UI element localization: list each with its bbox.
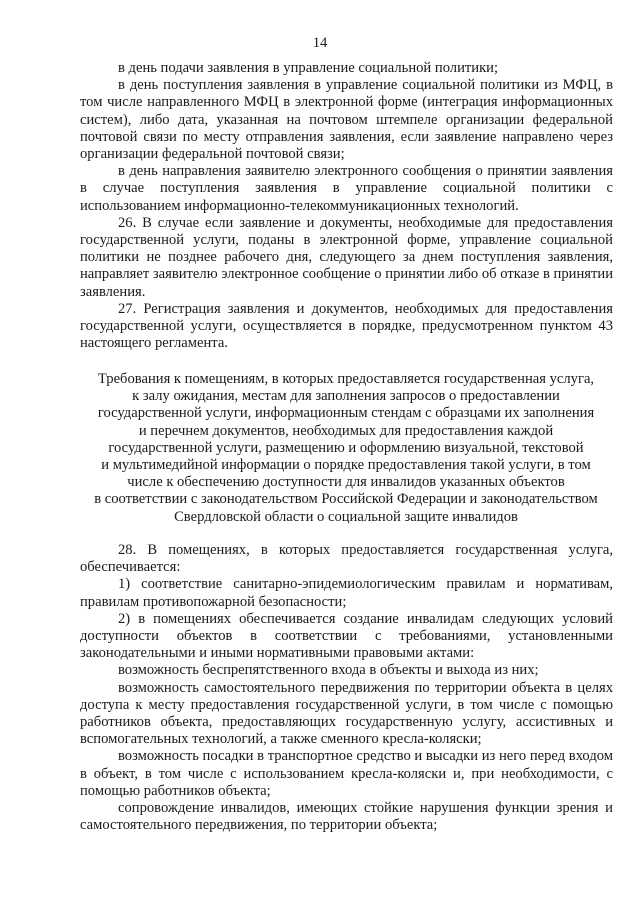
heading-line: Требования к помещениям, в которых предоставляется государственная услуга, [97, 371, 595, 387]
heading-line: и перечнем документов, необходимых для предоставления каждой [138, 422, 554, 439]
paragraph-escort: сопровождение инвалидов, имеющих стойкие нарушения функции зрения и самостоятельного передвижения, по территории объекта; [80, 800, 613, 834]
heading-line: и мультимедийной информации о порядке предоставления такой услуги, в том [101, 457, 591, 474]
paragraph-movement: возможность самостоятельного передвижения по территории объекта в целях доступа к месту предоставления государственной услуги, в том числе с помощью работников объекта, предоставляющих государственную услугу, ассистивных и вспомогательных технологий, а также сменного кресла-коляски; [80, 679, 613, 748]
paragraph-electronic-notice-day: в день направления заявителю электронного сообщения о принятии заявления в случае поступления заявления в управление социальной политики с использованием информационно-телекоммуникационных технологий. [80, 163, 613, 214]
top-text-block [80, 60, 613, 352]
paragraph-item-26: 26. В случае если заявление и документы, необходимые для предоставления государственной услуги, поданы в электронной форме, управление социальной политики не позднее рабочего дня, следующего за днем поступления заявления, направляет заявителю электронное сообщение о принятии либо об отказе в принятии заявления. [80, 214, 613, 300]
heading-line: Свердловской области о социальной защите инвалидов [174, 508, 518, 525]
paragraph-mfc-receipt-day: в день поступления заявления в управление социальной политики из МФЦ, в том числе направленного МФЦ в электронной форме (интеграция информационных систем), либо дата, указанная на почтовом штемпеле организации федеральной почтовой связи по месту отправления заявления, если заявление направлено через организации федеральной почтовой связи; [80, 77, 613, 163]
heading-line: к залу ожидания, местам для заполнения запросов о предоставлении [132, 388, 560, 405]
paragraph-subitem-2: 2) в помещениях обеспечивается создание инвалидам следующих условий доступности объектов в соответствии с требованиями, установленными законодательными и иными нормативными правовыми актами: [80, 610, 613, 662]
page-number: 14 [312, 35, 328, 51]
paragraph-submission-day: в день подачи заявления в управление социальной политики; [118, 60, 499, 76]
bottom-text-block [80, 542, 613, 834]
heading-line: числе к обеспечению доступности для инвалидов указанных объектов [127, 474, 565, 491]
paragraph-transport: возможность посадки в транспортное средство и высадки из него перед входом в объект, в том числе с использованием кресла-коляски и, при необходимости, с помощью работников объекта; [80, 748, 613, 799]
heading-line: государственной услуги, размещению и оформлению визуальной, текстовой [108, 439, 584, 456]
heading-line: в соответствии с законодательством Российской Федерации и законодательством [94, 491, 598, 508]
section-heading [76, 371, 616, 526]
paragraph-item-28: 28. В помещениях, в которых предоставляется государственная услуга, обеспечивается: [80, 542, 613, 576]
paragraph-entry-exit: возможность беспрепятственного входа в объекты и выхода из них; [118, 662, 539, 679]
paragraph-subitem-1: 1) соответствие санитарно-эпидемиологическим правилам и нормативам, правилам противопожарной безопасности; [80, 576, 613, 610]
heading-line: государственной услуги, информационным стендам с образцами их заполнения [97, 405, 595, 422]
paragraph-item-27: 27. Регистрация заявления и документов, необходимых для предоставления государственной услуги, осуществляется в порядке, предусмотренном пунктом 43 настоящего регламента. [80, 300, 613, 352]
